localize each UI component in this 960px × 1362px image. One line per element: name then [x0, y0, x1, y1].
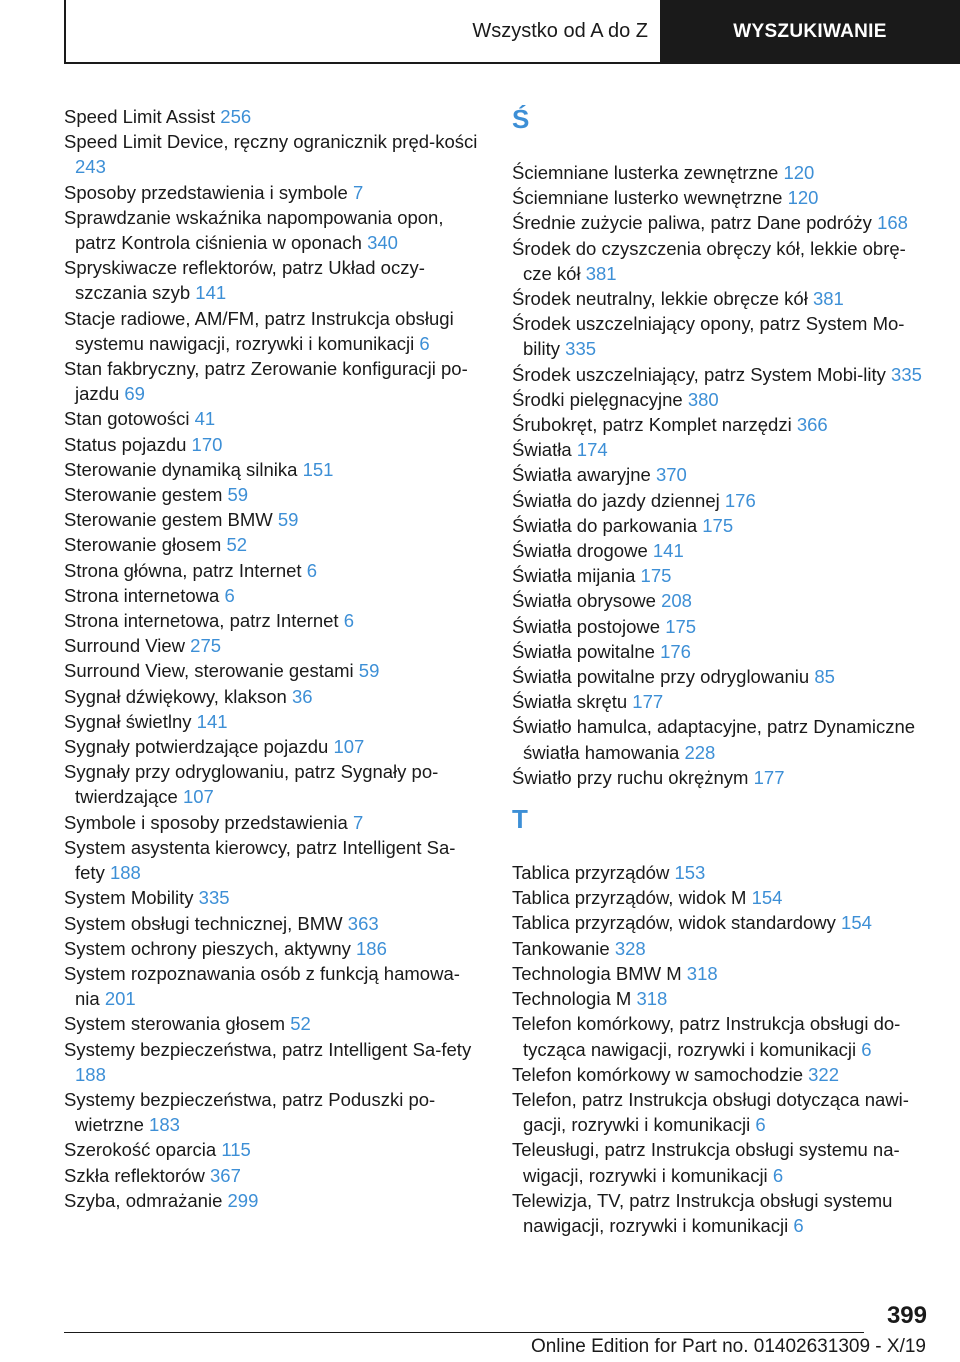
index-entry: [512, 860, 932, 885]
entry-page-link[interactable]: 322: [808, 1063, 840, 1085]
entry-page-link[interactable]: 141: [195, 282, 227, 304]
index-entry: [512, 936, 932, 961]
index-entry: [64, 180, 484, 205]
entry-text: Środek do czyszczenia obręczy kół, lekkie obrę‐cze kół: [512, 237, 906, 284]
index-entry: [512, 1188, 932, 1238]
section-title: Wszystko od A do Z: [472, 19, 648, 42]
entry-text: Środek uszczelniający opony, patrz System Mo‐bility: [512, 313, 905, 360]
entry-page-link[interactable]: 6: [755, 1114, 766, 1136]
index-entry: [64, 1188, 484, 1213]
entry-page-link[interactable]: 367: [210, 1164, 241, 1186]
entry-text: Tablica przyrządów, widok standardowy: [512, 912, 842, 934]
index-entry: [64, 810, 484, 835]
index-entry: [512, 614, 932, 639]
entry-text: Środek uszczelniający, patrz System Mobi‐lity: [512, 363, 892, 385]
index-entry: [512, 910, 932, 935]
entry-page-link[interactable]: 177: [753, 766, 785, 788]
entry-text: Tablica przyrządów, widok M: [512, 887, 752, 909]
entry-page-link[interactable]: 183: [149, 1114, 180, 1136]
entry-page-link[interactable]: 154: [841, 912, 872, 934]
index-entry: [64, 129, 484, 179]
index-entry: [512, 362, 932, 387]
entry-page-link[interactable]: 115: [221, 1139, 251, 1161]
entry-text: Środek neutralny, lekkie obręcze kół: [512, 288, 813, 310]
index-entry: [64, 507, 484, 532]
entry-text: Speed Limit Assist: [64, 106, 221, 127]
index-entry: [512, 286, 932, 311]
entry-text: Stan gotowości: [64, 408, 195, 430]
entry-page-link[interactable]: 141: [652, 540, 684, 562]
search-tab[interactable]: [660, 0, 960, 64]
entry-text: Światła mijania: [512, 565, 641, 587]
index-entry: [64, 558, 484, 583]
entry-text: Telefon komórkowy w samochodzie: [512, 1063, 809, 1085]
entry-text: Spryskiwacze reflektorów, patrz Układ oczy‐szczania szyb: [64, 257, 425, 304]
index-entry: [512, 1137, 932, 1187]
entry-text: Światła obrysowe: [512, 590, 662, 612]
letter-heading-s-acute: Ś: [512, 104, 530, 134]
entry-page-link[interactable]: 208: [661, 590, 692, 612]
entry-text: Światło przy ruchu okrężnym: [512, 766, 754, 788]
index-entry: [512, 986, 932, 1011]
entry-page-link[interactable]: 328: [614, 937, 646, 959]
entry-page-link[interactable]: 41: [194, 408, 216, 430]
entry-text: System asystenta kierowcy, patrz Intelligent Sa‐fety: [64, 836, 456, 884]
index-entry: [64, 936, 484, 961]
entry-text: Szerokość oparcia: [64, 1139, 222, 1161]
index-entry: [512, 588, 932, 613]
entry-page-link[interactable]: 6: [343, 610, 355, 632]
entry-text: Stan fakbryczny, patrz Zerowanie konfiguracji po‐jazdu: [64, 358, 468, 405]
entry-page-link[interactable]: 177: [632, 691, 664, 713]
entry-page-link[interactable]: 363: [347, 912, 379, 934]
entry-page-link[interactable]: 6: [224, 584, 235, 606]
entry-text: Surround View: [64, 635, 191, 657]
entry-page-link[interactable]: 52: [226, 534, 248, 556]
index-entry: [512, 563, 932, 588]
index-entry: [512, 689, 932, 714]
entry-page-link[interactable]: 335: [565, 338, 597, 360]
entry-text: Światła: [512, 439, 577, 461]
entry-page-link[interactable]: 381: [812, 288, 844, 310]
entry-page-link[interactable]: 175: [640, 565, 672, 587]
entry-page-link[interactable]: 6: [793, 1214, 804, 1236]
entry-page-link[interactable]: 153: [674, 862, 706, 884]
entry-text: Sygnały potwierdzające pojazdu: [64, 736, 334, 758]
entry-text: Technologia M: [512, 988, 637, 1010]
entry-text: Teleusługi, patrz Instrukcja obsługi systemu na‐wigacji, rozrywki i komunikacji: [512, 1139, 900, 1186]
entry-text: Sterowanie dynamiką silnika: [64, 458, 303, 480]
entry-page-link[interactable]: 107: [182, 786, 214, 808]
index-entry: [64, 633, 484, 658]
entry-page-link[interactable]: 188: [75, 1063, 106, 1085]
index-entry: [64, 306, 484, 356]
entry-text: Strona główna, patrz Internet: [64, 559, 307, 581]
entry-page-link[interactable]: 69: [124, 383, 145, 405]
index-entry: [64, 432, 484, 457]
entry-page-link[interactable]: 7: [352, 181, 364, 203]
entry-text: Telefon komórkowy, patrz Instrukcja obsługi do‐tycząca nawigacji, rozrywki i komunikacji: [512, 1013, 901, 1060]
index-entry: [64, 104, 484, 129]
entry-page-link[interactable]: 59: [227, 484, 249, 506]
index-entry: [512, 387, 932, 412]
entry-page-link[interactable]: 52: [290, 1013, 311, 1035]
entry-text: Światła skrętu: [512, 691, 633, 713]
index-entry: [64, 255, 484, 305]
entry-text: Ściemniane lusterko wewnętrzne: [512, 187, 788, 209]
entry-text: Światła drogowe: [512, 540, 653, 562]
index-column-left: [64, 104, 484, 1213]
entry-page-link[interactable]: 6: [861, 1038, 872, 1060]
index-entry: [64, 1011, 484, 1036]
index-entry: [512, 236, 932, 286]
entry-text: Status pojazdu: [64, 433, 192, 455]
entry-page-link[interactable]: 299: [227, 1189, 259, 1211]
index-entry: [512, 639, 932, 664]
index-entry: [64, 885, 484, 910]
entry-page-link[interactable]: 141: [196, 710, 228, 732]
entries-s-acute: [512, 160, 932, 790]
entry-page-link[interactable]: 340: [367, 232, 398, 254]
entry-page-link[interactable]: 36: [291, 685, 313, 707]
entry-page-link[interactable]: 59: [358, 660, 380, 682]
entry-page-link[interactable]: 175: [702, 514, 734, 536]
entry-page-link[interactable]: 170: [191, 433, 223, 455]
entry-text: Surround View, sterowanie gestami: [64, 660, 359, 682]
entry-text: System sterowania głosem: [64, 1013, 291, 1035]
index-entry: [64, 759, 484, 809]
index-entry: [512, 311, 932, 361]
index-entry: [512, 462, 932, 487]
index-entry: [64, 709, 484, 734]
index-entry: [512, 210, 932, 235]
footer-divider: [64, 1332, 864, 1333]
index-entry: [512, 1011, 932, 1061]
index-entry: [64, 1163, 484, 1188]
entry-text: Tablica przyrządów: [512, 862, 675, 884]
entries-t: [512, 860, 932, 1238]
entry-text: Systemy bezpieczeństwa, patrz Poduszki po‐wietrzne: [64, 1088, 436, 1136]
entry-text: Szyba, odmrażanie: [64, 1189, 228, 1211]
index-entry: [64, 482, 484, 507]
entry-text: System ochrony pieszych, aktywny: [64, 937, 356, 959]
index-entry: [512, 714, 932, 764]
entry-text: System rozpoznawania osób z funkcją hamowa‐nia: [64, 962, 460, 1010]
entry-page-link[interactable]: 7: [352, 811, 364, 833]
index-column-right: [512, 104, 932, 1238]
entry-page-link[interactable]: 174: [576, 439, 608, 461]
entry-text: System obsługi technicznej, BMW: [64, 912, 348, 934]
entry-text: Światła powitalne: [512, 640, 661, 662]
entry-page-link[interactable]: 107: [333, 736, 365, 758]
entry-text: Światła powitalne przy odryglowaniu: [512, 666, 815, 688]
index-entry: [512, 160, 932, 185]
index-entry: [512, 412, 932, 437]
entry-page-link[interactable]: 228: [684, 741, 716, 763]
entry-text: Strona internetowa: [64, 584, 225, 606]
index-entry: [512, 1062, 932, 1087]
entry-page-link[interactable]: 176: [660, 640, 691, 662]
entry-page-link[interactable]: 335: [891, 363, 922, 385]
entry-page-link[interactable]: 168: [877, 212, 908, 234]
entry-page-link[interactable]: 6: [419, 332, 430, 354]
page-number: 399: [886, 1302, 927, 1329]
entry-page-link[interactable]: 175: [665, 615, 697, 637]
entry-page-link[interactable]: 318: [686, 962, 718, 984]
entry-page-link[interactable]: 151: [302, 458, 334, 480]
index-entry: [512, 1087, 932, 1137]
index-entry: [64, 457, 484, 482]
footer-edition: Online Edition for Part no. 01402631309 - X/19: [530, 1336, 926, 1357]
section-title-box: [64, 0, 662, 64]
index-entry: [64, 532, 484, 557]
index-entry: [64, 658, 484, 683]
entry-page-link[interactable]: 335: [198, 887, 230, 909]
index-entry: [64, 835, 484, 885]
entry-text: Symbole i sposoby przedstawienia: [64, 811, 353, 833]
entry-page-link[interactable]: 6: [306, 559, 317, 581]
index-entry: [64, 583, 484, 608]
index-entry: [512, 664, 932, 689]
entry-text: Systemy bezpieczeństwa, patrz Intelligent Sa‐fety: [64, 1038, 472, 1060]
index-entry: [64, 1087, 484, 1137]
entry-page-link[interactable]: 188: [109, 862, 141, 884]
index-entry: [512, 513, 932, 538]
entry-text: Strona internetowa, patrz Internet: [64, 610, 344, 632]
entry-text: Ściemniane lusterka zewnętrzne: [512, 162, 784, 183]
index-entry: [64, 911, 484, 936]
entry-page-link[interactable]: 256: [220, 106, 252, 127]
index-entry: [512, 437, 932, 462]
index-entry: [64, 961, 484, 1011]
entry-page-link[interactable]: 154: [751, 887, 783, 909]
index-entry: [512, 488, 932, 513]
index-entry: [64, 406, 484, 431]
entry-text: Szkła reflektorów: [64, 1164, 210, 1186]
index-entry: [512, 765, 932, 790]
entry-page-link[interactable]: 370: [655, 464, 687, 486]
search-tab-label: WYSZUKIWANIE: [733, 21, 887, 42]
index-entry: [64, 608, 484, 633]
entry-text: Światło hamulca, adaptacyjne, patrz Dynamiczne światła hamowania: [512, 716, 916, 763]
entry-text: Sterowanie gestem BMW: [64, 509, 278, 531]
entry-page-link[interactable]: 318: [636, 988, 668, 1010]
entry-page-link[interactable]: 6: [772, 1164, 784, 1186]
entry-text: Speed Limit Device, ręczny ogranicznik pręd‐kości: [64, 131, 478, 153]
index-entry: [512, 185, 932, 210]
entry-text: Sposoby przedstawienia i symbole: [64, 181, 353, 203]
index-entry: [64, 356, 484, 406]
entry-page-link[interactable]: 120: [787, 187, 819, 209]
index-entry: [64, 734, 484, 759]
entry-text: Śrubokręt, patrz Komplet narzędzi: [512, 414, 797, 436]
entry-text: Technologia BMW M: [512, 962, 687, 984]
index-entry: [64, 684, 484, 709]
entry-page-link[interactable]: 201: [104, 988, 136, 1010]
entry-text: Światła do jazdy dziennej: [512, 489, 725, 511]
entry-page-link[interactable]: 275: [190, 635, 222, 657]
entry-text: Sygnał świetlny: [64, 710, 197, 732]
entry-page-link[interactable]: 243: [75, 156, 106, 178]
index-entry: [512, 961, 932, 986]
entry-text: System Mobility: [64, 887, 199, 909]
entry-page-link[interactable]: 380: [687, 388, 719, 410]
entry-text: Telefon, patrz Instrukcja obsługi dotycząca nawi‐gacji, rozrywki i komunikacji: [512, 1088, 909, 1136]
index-entry: [512, 538, 932, 563]
entry-text: Światła do parkowania: [512, 514, 703, 536]
entry-text: Stacje radiowe, AM/FM, patrz Instrukcja obsługi systemu nawigacji, rozrywki i komunikacji: [64, 307, 454, 354]
page-header: [64, 0, 960, 64]
entry-page-link[interactable]: 85: [814, 666, 835, 688]
entry-page-link[interactable]: 176: [724, 489, 756, 511]
entry-page-link[interactable]: 381: [585, 262, 617, 284]
index-entry: [64, 1037, 484, 1087]
index-entry: [512, 885, 932, 910]
letter-heading-t: T: [512, 804, 528, 835]
entry-text: Sterowanie głosem: [64, 534, 227, 556]
entry-text: Sterowanie gestem: [64, 484, 228, 506]
entry-text: Światła awaryjne: [512, 464, 656, 486]
entry-text: Średnie zużycie paliwa, patrz Dane podróży: [512, 212, 878, 234]
entry-text: Telewizja, TV, patrz Instrukcja obsługi systemu nawigacji, rozrywki i komunikacji: [512, 1189, 893, 1236]
entry-page-link[interactable]: 120: [783, 162, 815, 183]
index-entry: [64, 205, 484, 255]
entry-page-link[interactable]: 186: [356, 937, 387, 959]
entry-text: Sprawdzanie wskaźnika napompowania opon, patrz Kontrola ciśnienia w oponach: [64, 206, 444, 254]
entry-text: Tankowanie: [512, 937, 615, 959]
entry-text: Sygnały przy odryglowaniu, patrz Sygnały po‐twierdzające: [64, 761, 439, 808]
entry-page-link[interactable]: 59: [277, 509, 299, 531]
entry-text: Środki pielęgnacyjne: [512, 388, 688, 410]
entry-text: Sygnał dźwiękowy, klakson: [64, 685, 292, 707]
index-entry: [64, 1137, 484, 1162]
entry-page-link[interactable]: 366: [796, 414, 828, 436]
entry-text: Światła postojowe: [512, 615, 666, 637]
